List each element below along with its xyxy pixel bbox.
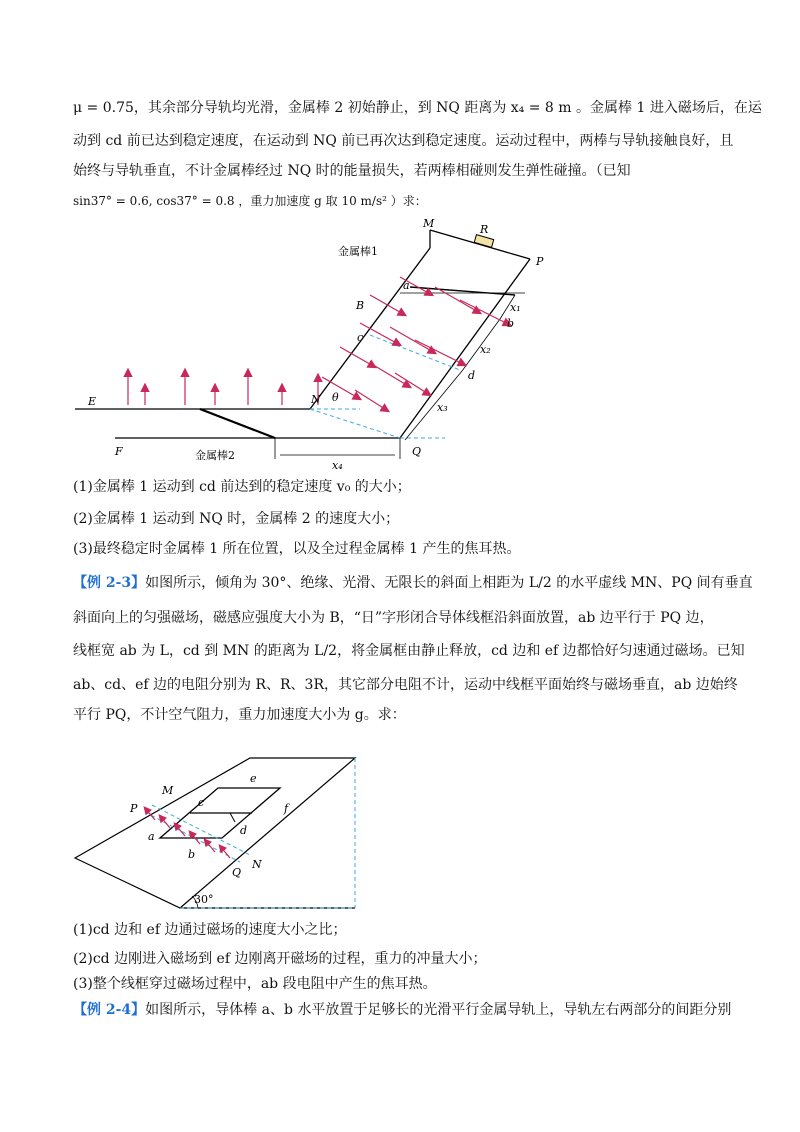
label-theta: θ — [332, 391, 339, 404]
label-x1: x₁ — [510, 301, 521, 314]
text-line: μ = 0.75，其余部分导轨均光滑，金属棒 2 初始静止，到 NQ 距离为 x₄ = 8 m 。金属棒 1 进入磁场后，在运 — [73, 100, 762, 116]
label-R: R — [480, 223, 489, 236]
example-2-3-line-1: 【例 2-3】如图所示，倾角为 30°、绝缘、光滑、无限长的斜面上相距为 L/2 的水平虚线 MN、PQ 间有垂直 — [73, 575, 753, 591]
label-M: M — [423, 217, 435, 230]
text-line: ab、cd、ef 边的电阻分别为 R、R、3R，其它部分电阻不计，运动中线框平面始终与磁场垂直，ab 边始终 — [73, 677, 738, 693]
text-line: 线框宽 ab 为 L，cd 到 MN 的距离为 L/2，将金属框由静止释放，cd 边和 ef 边都恰好匀速通过磁场。已知 — [73, 643, 745, 659]
label-angle: 30° — [194, 893, 214, 906]
label-P: P — [130, 802, 138, 815]
label-N: N — [252, 858, 262, 871]
text-line: 动到 cd 前已达到稳定速度，在运动到 NQ 前已再次达到稳定速度。运动过程中，两棒与导轨接触良好，且 — [73, 133, 734, 149]
question-2: (2)金属棒 1 运动到 NQ 时，金属棒 2 的速度大小； — [73, 511, 400, 527]
label-P: P — [536, 255, 544, 268]
label-e: e — [250, 772, 257, 785]
label-b: b — [188, 848, 196, 861]
label-x3: x₃ — [437, 401, 448, 414]
label-d: d — [468, 369, 476, 382]
example-2-4-line-1: 【例 2-4】如图所示，导体棒 a、b 水平放置于足够长的光滑平行金属导轨上，导轨左右两部分的间距分别 — [73, 1002, 732, 1018]
label-rod1: 金属棒1 — [338, 245, 378, 258]
label-N: N — [311, 393, 321, 406]
example-tag: 【例 2-3】 — [73, 575, 146, 591]
text-line: 斜面向上的匀强磁场，磁感应强度大小为 B，“日”字形闭合导体线框沿斜面放置，ab 边平行于 PQ 边， — [73, 610, 714, 626]
figure-inclined-frame — [70, 750, 390, 915]
label-Q: Q — [412, 445, 422, 458]
label-Q: Q — [232, 866, 242, 879]
label-c: c — [198, 796, 205, 809]
text-line: sin37° = 0.6, cos37° = 0.8 ，重力加速度 g 取 10 m/s² ）求： — [73, 194, 427, 208]
figure-inclined-rails — [70, 215, 630, 475]
label-f: f — [284, 802, 289, 815]
label-x4: x₄ — [332, 459, 343, 472]
question-3: (3)整个线框穿过磁场过程中，ab 段电阻中产生的焦耳热。 — [73, 976, 437, 992]
question-3: (3)最终稳定时金属棒 1 所在位置，以及全过程金属棒 1 产生的焦耳热。 — [73, 541, 521, 557]
question-1: (1)金属棒 1 运动到 cd 前达到的稳定速度 v₀ 的大小； — [73, 479, 411, 495]
label-E: E — [88, 395, 97, 408]
label-F: F — [115, 445, 123, 458]
label-rod2: 金属棒2 — [195, 449, 235, 462]
label-b: b — [507, 317, 515, 330]
label-B: B — [356, 299, 365, 312]
text-line: 平行 PQ，不计空气阻力，重力加速度大小为 g。求： — [73, 707, 406, 723]
label-a: a — [403, 279, 410, 292]
label-c: c — [357, 331, 364, 344]
example-tag: 【例 2-4】 — [73, 1002, 146, 1018]
label-x2: x₂ — [480, 343, 491, 356]
label-M: M — [162, 784, 174, 797]
label-d: d — [240, 824, 248, 837]
label-a: a — [148, 830, 155, 843]
question-1: (1)cd 边和 ef 边通过磁场的速度大小之比； — [73, 922, 347, 938]
text-line: 始终与导轨垂直，不计金属棒经过 NQ 时的能量损失，若两棒相碰则发生弹性碰撞。（已知 — [73, 163, 631, 179]
question-2: (2)cd 边刚进入磁场到 ef 边刚离开磁场的过程，重力的冲量大小； — [73, 951, 487, 967]
